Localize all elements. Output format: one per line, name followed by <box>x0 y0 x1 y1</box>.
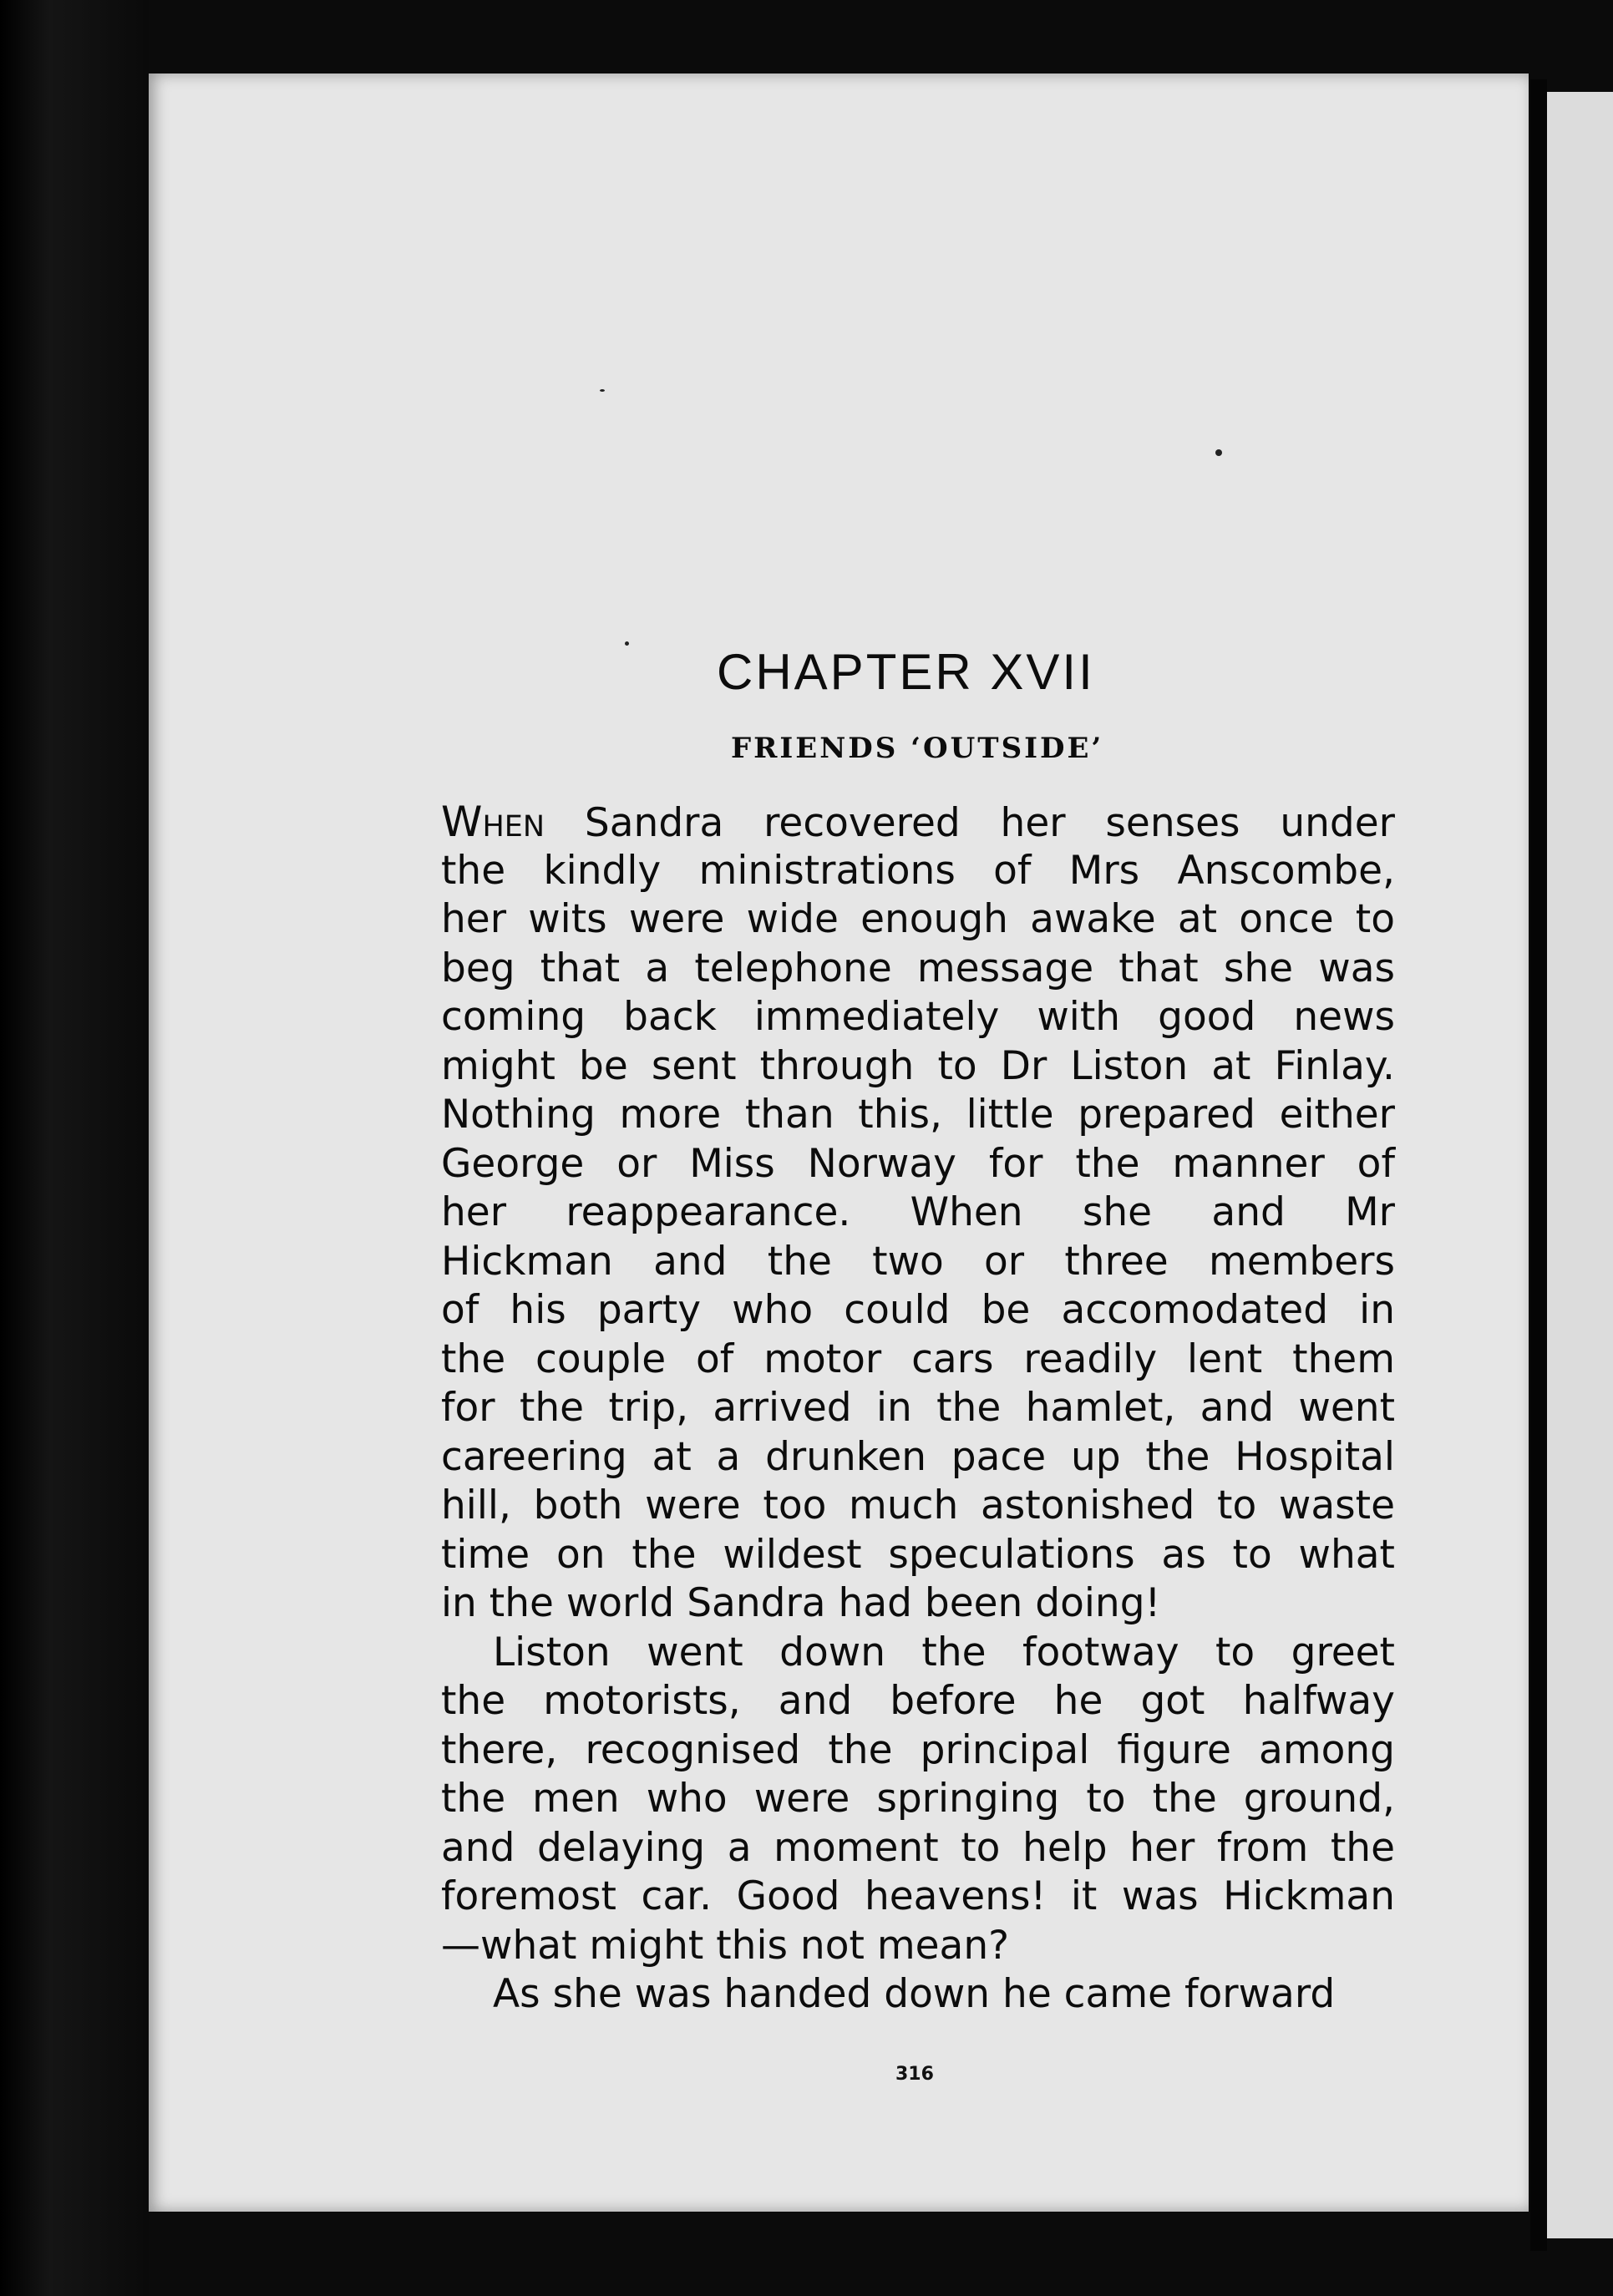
text-line: foremost car. Good heavens! it was Hickman <box>441 1873 1395 1919</box>
text-line: of his party who could be accomodated in <box>441 1287 1395 1333</box>
text-line: the motorists, and before he got halfway <box>441 1678 1395 1724</box>
text-line: careering at a drunken pace up the Hospital <box>441 1433 1395 1480</box>
left-binding-shadow <box>0 0 149 2296</box>
text-line: George or Miss Norway for the manner of <box>441 1140 1395 1187</box>
paragraph <box>441 1629 1395 1971</box>
text-line: Nothing more than this, little prepared either <box>441 1092 1395 1138</box>
chapter-subtitle: FRIENDS ‘OUTSIDE’ <box>731 732 1104 765</box>
text-line: coming back immediately with good news <box>441 994 1395 1040</box>
text-line: for the trip, arrived in the hamlet, and went <box>441 1385 1395 1431</box>
chapter-body-text <box>441 798 1395 2020</box>
scan-speck <box>1215 449 1222 456</box>
scan-speck <box>625 641 629 646</box>
paragraph <box>441 798 1395 1629</box>
text-line: her wits were wide enough awake at once to <box>441 896 1395 942</box>
page-gutter <box>1530 79 1547 2251</box>
text-line: Hickman and the two or three members <box>441 1238 1395 1285</box>
drop-word: When <box>441 798 545 846</box>
text-line: the couple of motor cars readily lent them <box>441 1336 1395 1382</box>
page-number: 316 <box>895 2064 934 2085</box>
text-line: the men who were springing to the ground, <box>441 1776 1395 1822</box>
adjacent-page-edge <box>1547 92 1613 2238</box>
text-line: hill, both were too much astonished to waste <box>441 1483 1395 1528</box>
text-line: As she was handed down he came forward <box>493 1971 1336 2017</box>
scan-speck <box>600 389 605 392</box>
chapter-title: CHAPTER XVII <box>717 644 1095 700</box>
text-line: Liston went down the footway to greet <box>493 1629 1395 1675</box>
paragraph <box>441 1970 1395 2020</box>
text-line: and delaying a moment to help her from the <box>441 1824 1395 1871</box>
text-line: her reappearance. When she and Mr <box>441 1189 1395 1235</box>
first-line-rest: Sandra recovered her senses under <box>545 800 1395 846</box>
text-line <box>441 798 1395 847</box>
text-line: in the world Sandra had been doing! <box>441 1580 1161 1626</box>
text-line: time on the wildest speculations as to what <box>441 1531 1395 1578</box>
text-line: there, recognised the principal figure among <box>441 1726 1395 1773</box>
text-line: —what might this not mean? <box>441 1922 1010 1969</box>
text-line: the kindly ministrations of Mrs Anscombe, <box>441 847 1395 894</box>
text-line: might be sent through to Dr Liston at Finlay. <box>441 1042 1395 1089</box>
text-line: beg that a telephone message that she was <box>441 945 1395 991</box>
